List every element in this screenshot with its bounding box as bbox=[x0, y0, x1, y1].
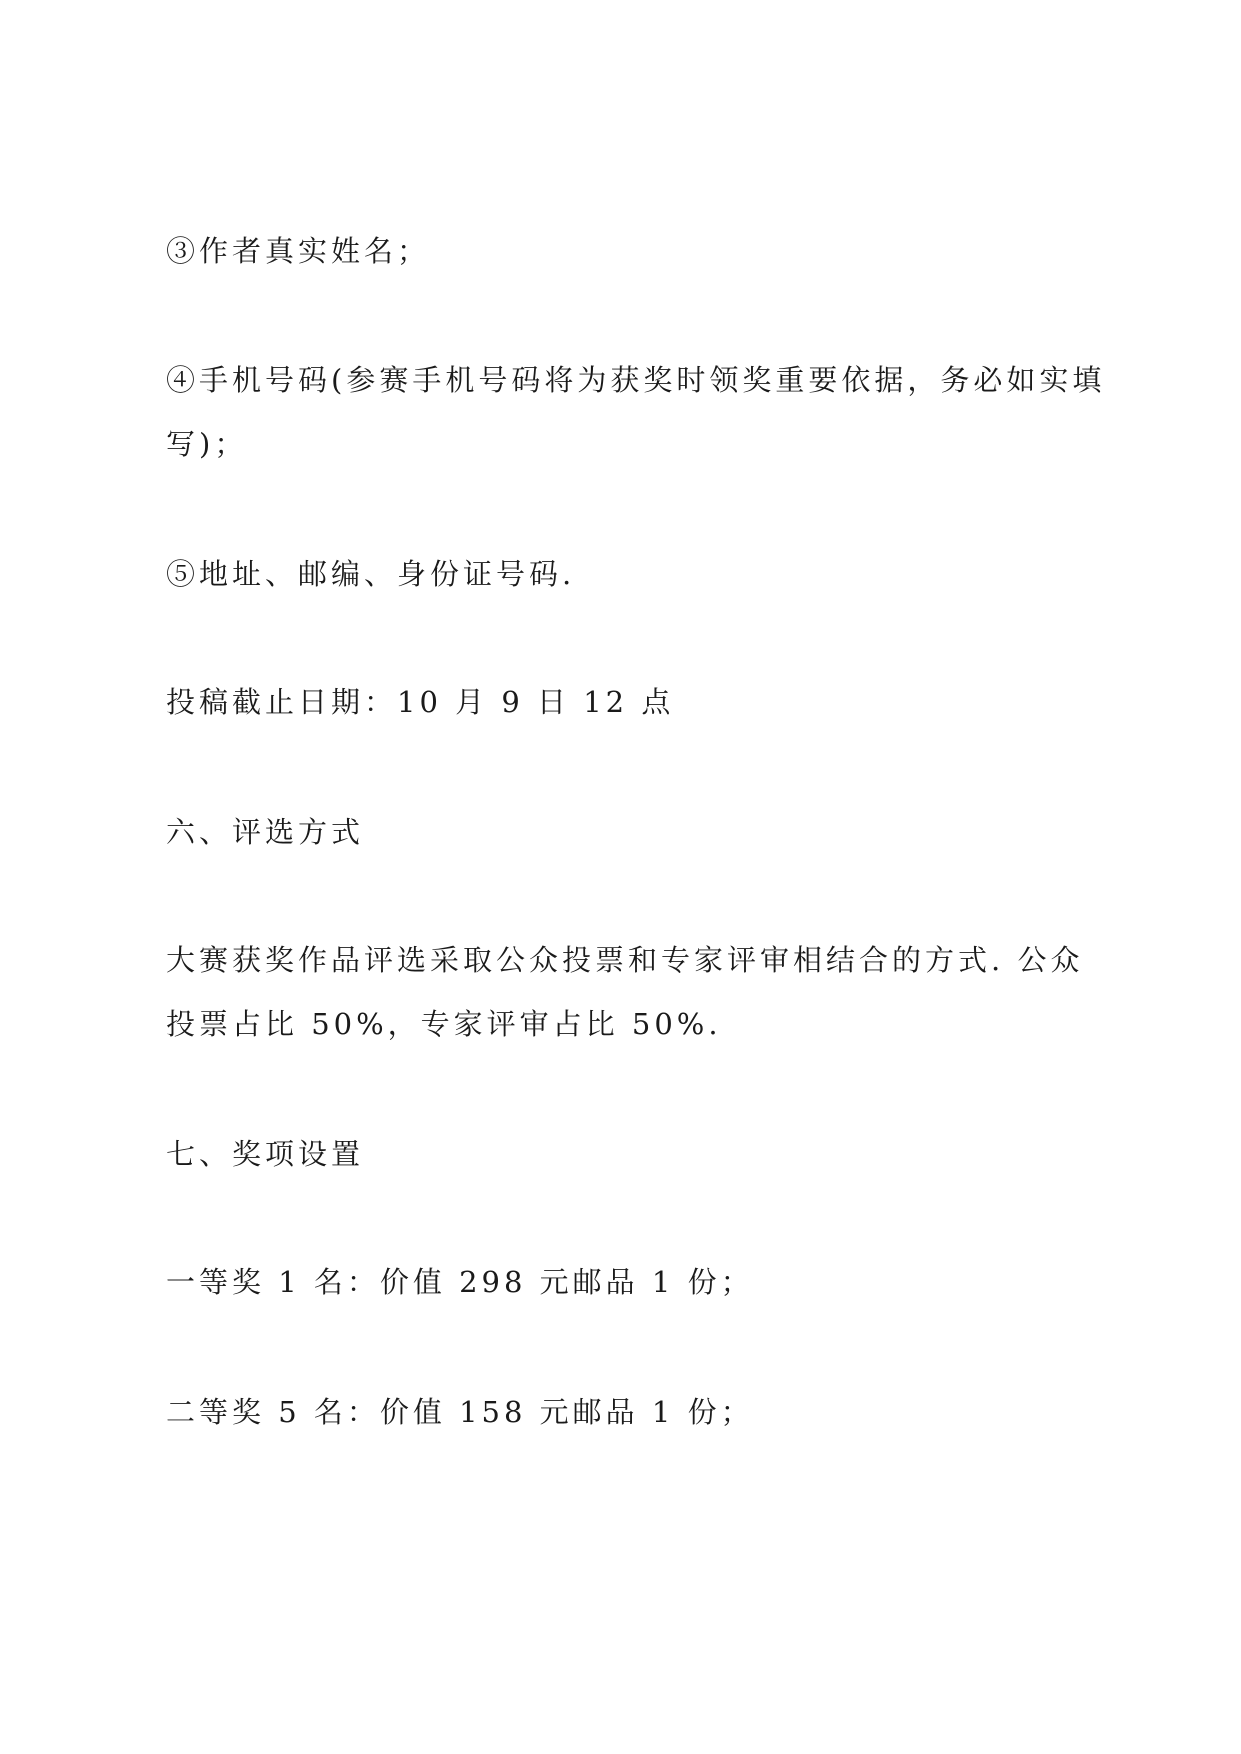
second-prize-text: 二等奖 5 名：价值 158 元邮品 1 份； bbox=[166, 1395, 754, 1429]
phone-number-item: ④手机号码(参赛手机号码将为获奖时领奖重要依据，务必如实填写)； bbox=[166, 363, 1106, 461]
deadline-text: 投稿截止日期：10 月 9 日 12 点 bbox=[166, 685, 675, 719]
first-prize-text: 一等奖 1 名：价值 298 元邮品 1 份； bbox=[166, 1265, 754, 1299]
address-item: ⑤地址、邮编、身份证号码. bbox=[166, 557, 576, 591]
selection-method-text: 大赛获奖作品评选采取公众投票和专家评审相结合的方式. 公众投票占比 50%，专家评审占比 50%. bbox=[166, 943, 1084, 1041]
section-heading-awards: 七、奖项设置 bbox=[166, 1137, 365, 1171]
section-heading-selection-method: 六、评选方式 bbox=[166, 815, 365, 849]
author-name-item: ③作者真实姓名； bbox=[166, 234, 431, 268]
